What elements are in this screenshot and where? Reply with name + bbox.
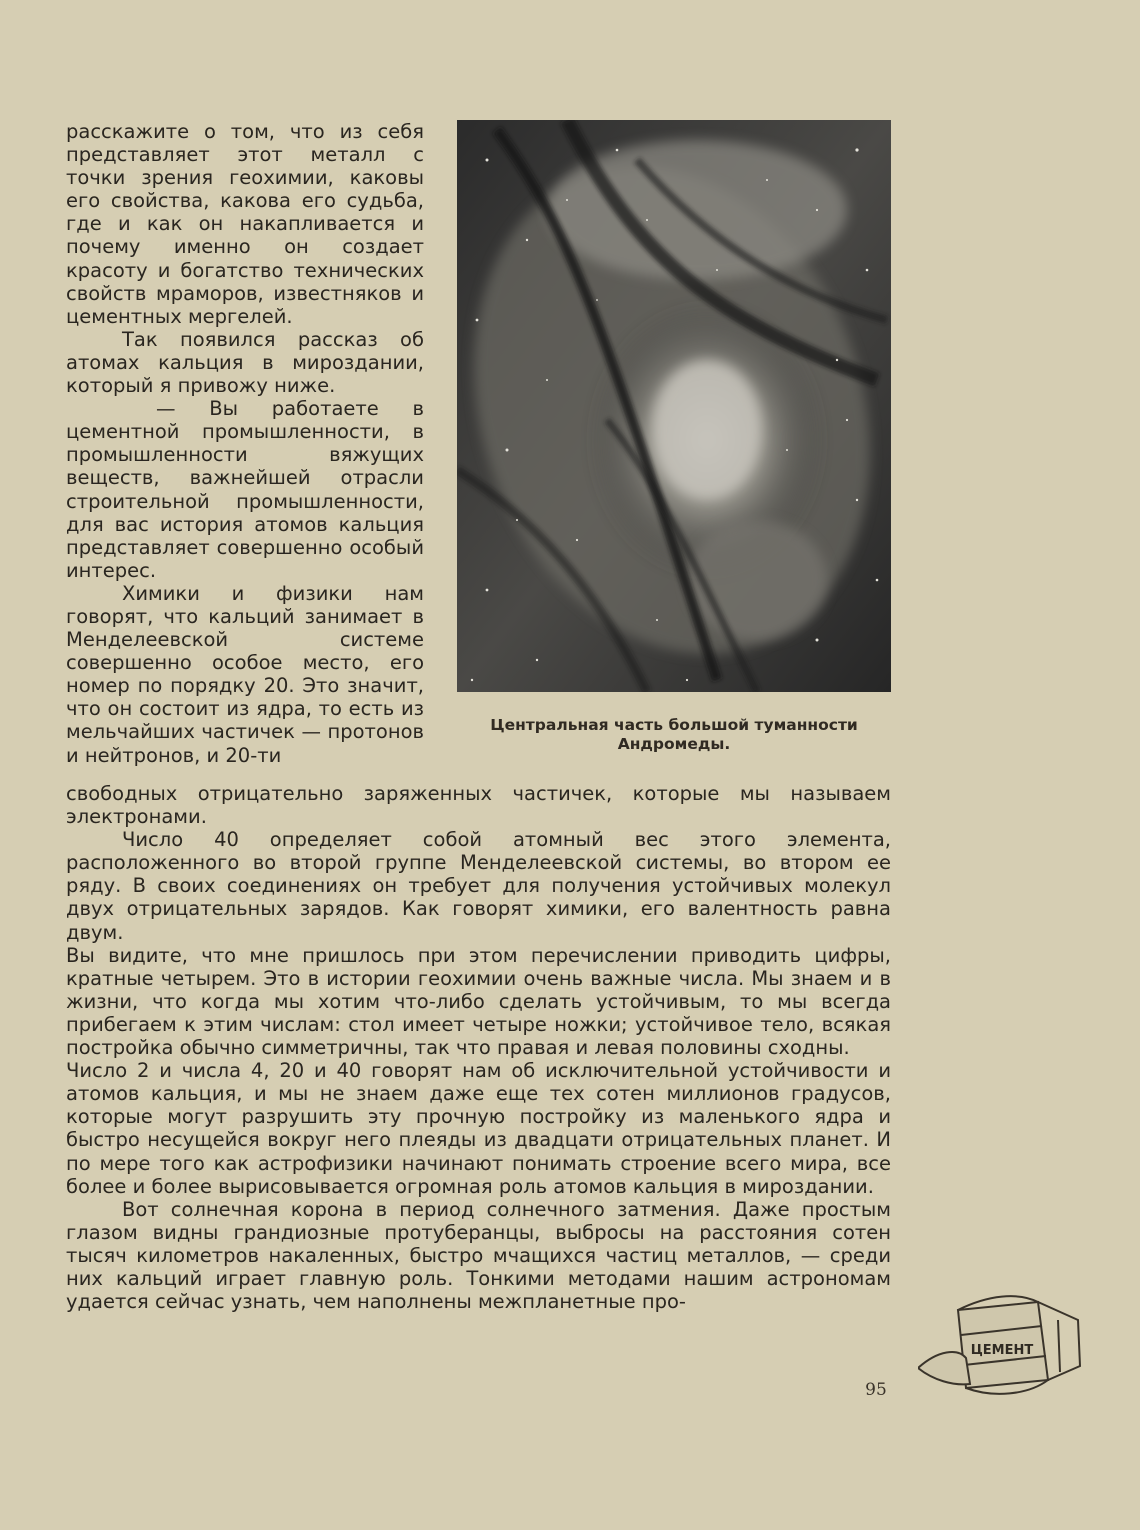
paragraph: Так появился рассказ об атомах кальция в мироздании, который я привожу ниже.	[66, 327, 424, 398]
paragraph: Вот солнечная корона в период солнечного затмения. Даже простым глазом видны грандиозные протуберанцы, выбросы на расстояния сотен тысяч километров накаленных, быстро мчащихся частиц металлов, — среди них кальций играет главную роль. Тонкими методами нашим астрономам удается сейчас узнать, чем наполнены межпланетные про-	[66, 1197, 891, 1314]
cement-barrel-stamp	[918, 1280, 1088, 1410]
figure-caption	[457, 716, 891, 754]
page-number: 95	[865, 1380, 887, 1400]
caption-line: Центральная часть большой туманности	[490, 716, 858, 734]
nebula-image	[457, 120, 891, 692]
paragraph: расскажите о том, что из себя представляет этот металл с точки зрения геохимии, каковы его свойства, какова его судьба, где и как он накапливается и почему именно он создает красоту и богатство технических свойств мраморов, известняков и цементных мергелей.	[66, 120, 424, 328]
column-text	[66, 120, 424, 767]
paragraph: Вы видите, что мне пришлось при этом перечислении приводить цифры, кратные четырем. Это в истории геохимии очень важные числа. Мы знаем и в жизни, что когда мы хотим что-либо сделать устойчивым, то мы всегда прибегаем к этим числам: стол имеет четыре ножки; устойчивое тело, всякая постройка обычно симметричны, так что правая и левая половины сходны.	[66, 943, 891, 1060]
paragraph: Химики и физики нам говорят, что кальций занимает в Менделеевской системе совершенно особое место, его номер по порядку 20. Это значит, что он состоит из ядра, то есть из мельчайших частичек — протонов и нейтронов, и 20-ти	[66, 581, 424, 767]
paragraph: Число 2 и числа 4, 20 и 40 говорят нам об исключительной устойчивости и атомов кальция, и мы не знаем даже еще тех сотен миллионов градусов, которые могут разрушить эту прочную постройку из маленького ядра и быстро несущейся вокруг него плеяды из двадцати отрицательных планет. И по мере того как астрофизики начинают понимать строение всего мира, все более и более вырисовывается огромная роль атомов кальция в мироздании.	[66, 1059, 891, 1198]
paragraph: свободных отрицательно заряженных частичек, которые мы называем электронами.	[66, 782, 891, 829]
paragraph: — Вы работаете в цементной промышленности, в промышленности вяжущих веществ, важнейшей отрасли строительной промышленности, для вас история атомов кальция представляет совершенно особый интерес.	[66, 397, 424, 582]
stamp-label: ЦЕМЕНТ	[970, 1343, 1034, 1358]
andromeda-nebula-photo	[457, 120, 891, 692]
caption-line: Андромеды.	[617, 735, 731, 753]
paragraph: Число 40 определяет собой атомный вес этого элемента, расположенного во второй группе Менделеевской системы, во втором ее ряду. В своих соединениях он требует для получения устойчивых молекул двух отрицательных зарядов. Как говорят химики, его валентность равна двум.	[66, 828, 891, 944]
full-width-text	[66, 782, 891, 1313]
